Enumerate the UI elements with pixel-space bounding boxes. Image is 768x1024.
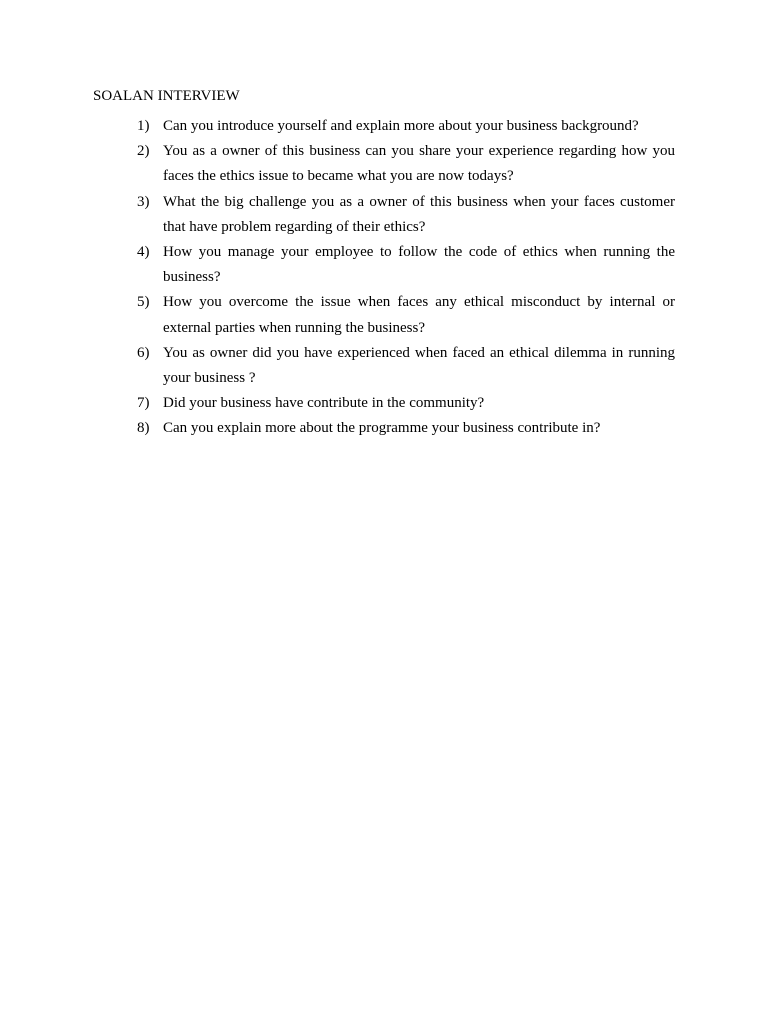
question-list (137, 114, 675, 442)
question-number: 5) (137, 294, 150, 311)
question-text: You as a owner of this business can you share your experience regarding how you faces the ethics issue to became what you are now todays? (163, 143, 675, 185)
question-number: 2) (137, 143, 150, 160)
question-number: 7) (137, 395, 150, 412)
question-number: 8) (137, 420, 150, 437)
question-number: 4) (137, 244, 150, 261)
question-item (137, 416, 675, 441)
question-item (137, 114, 675, 139)
question-text: Can you introduce yourself and explain more about your business background? (163, 118, 639, 134)
question-text: What the big challenge you as a owner of this business when your faces customer that have problem regarding of their ethics? (163, 193, 675, 235)
question-text: How you overcome the issue when faces any ethical misconduct by internal or external parties when running the business? (163, 294, 675, 336)
question-number: 6) (137, 344, 150, 361)
question-number: 1) (137, 118, 150, 134)
question-item (137, 240, 675, 290)
question-item (137, 139, 675, 189)
question-text: Did your business have contribute in the community? (163, 395, 485, 412)
question-item (137, 391, 675, 416)
question-text: You as owner did you have experienced when faced an ethical dilemma in running your business ? (163, 344, 675, 387)
document-title: SOALAN INTERVIEW (93, 88, 240, 104)
question-text: Can you explain more about the programme your business contribute in? (163, 420, 601, 437)
question-number: 3) (137, 193, 150, 210)
question-item (137, 190, 675, 240)
question-item (137, 290, 675, 340)
question-text: How you manage your employee to follow the code of ethics when running the business? (163, 244, 675, 286)
question-item (137, 341, 675, 391)
